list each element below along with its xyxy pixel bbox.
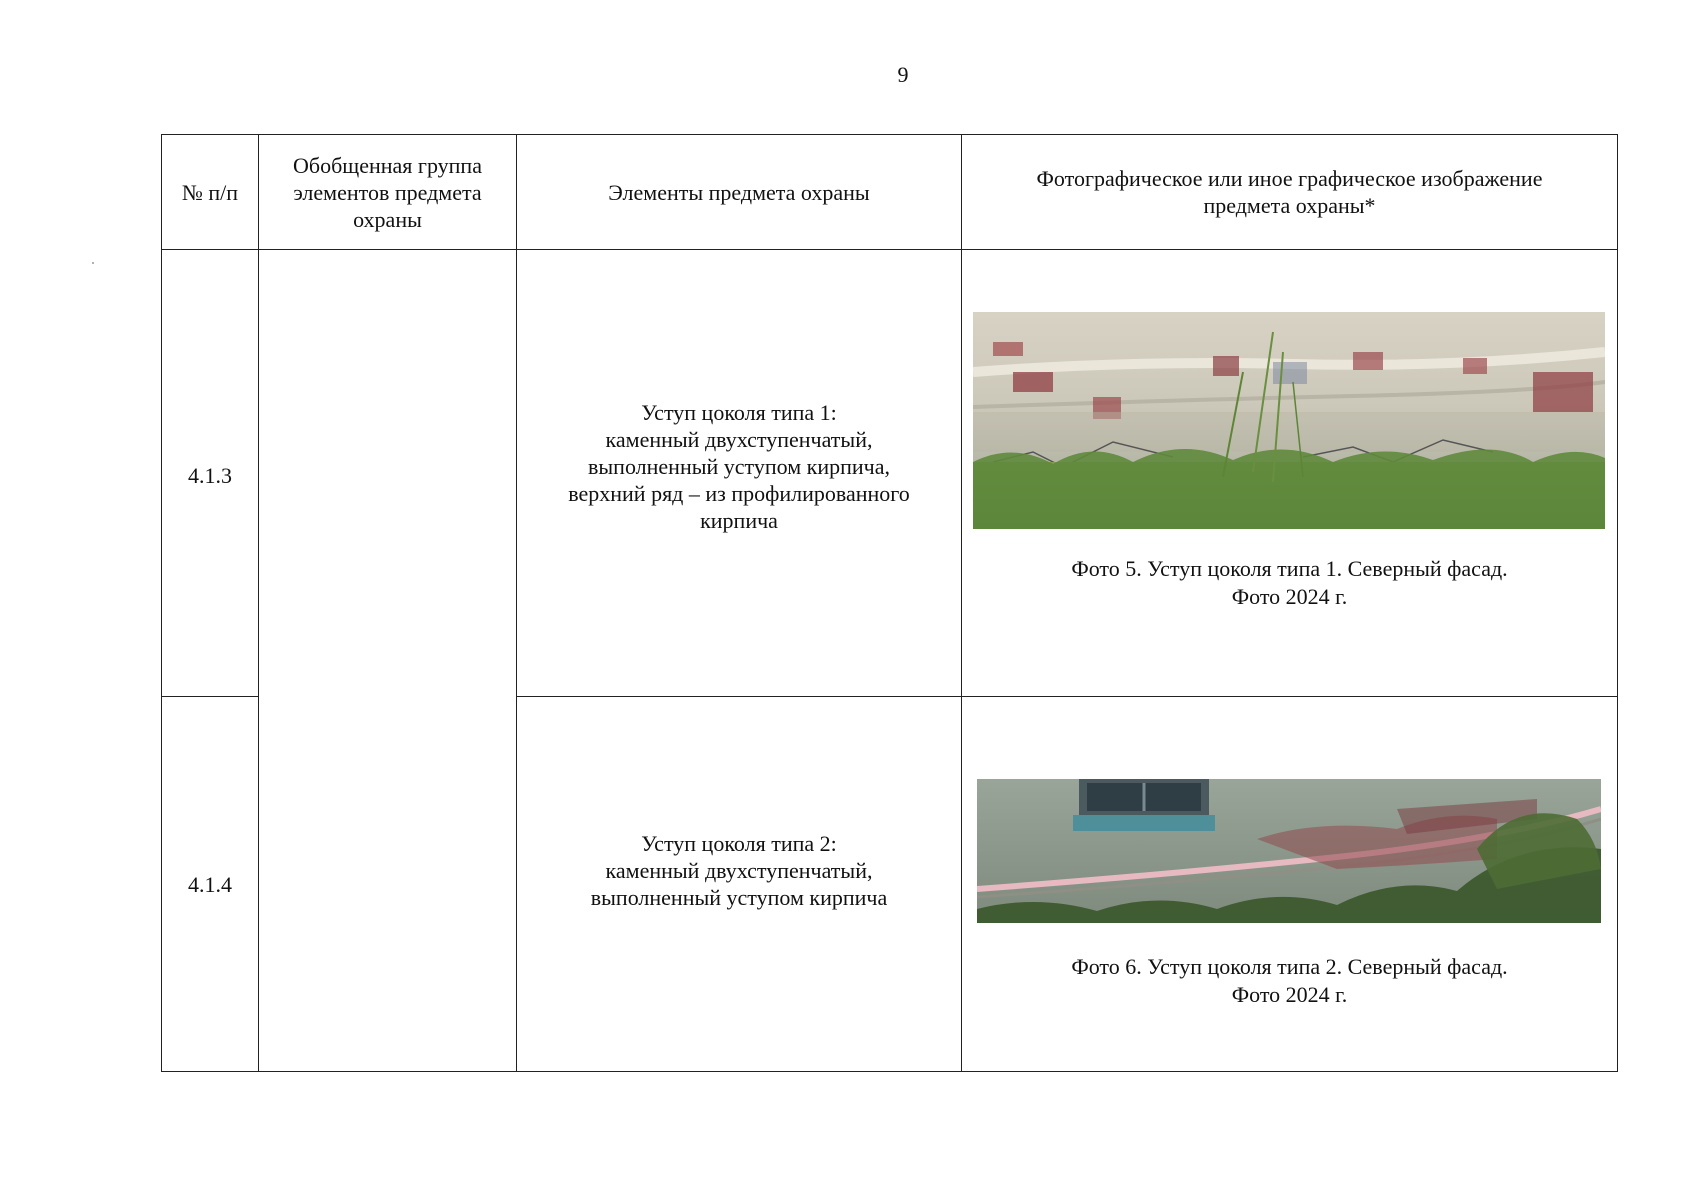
scan-speck <box>92 262 94 264</box>
element-description: Уступ цоколя типа 2: каменный двухступенчатый, выполненный уступом кирпича <box>517 697 962 1072</box>
photo-cell <box>962 697 1618 1072</box>
row-number: 4.1.3 <box>162 250 259 697</box>
header-elements: Элементы предмета охраны <box>517 135 962 250</box>
photo-cell <box>962 250 1618 697</box>
row-number: 4.1.4 <box>162 697 259 1072</box>
protection-elements-table <box>161 134 1618 1072</box>
header-number: № п/п <box>162 135 259 250</box>
table-header-row <box>162 135 1618 250</box>
table-row <box>162 250 1618 697</box>
photo-caption-year: Фото 2024 г. <box>1231 584 1348 609</box>
group-cell <box>259 250 517 1072</box>
photo-plinth-type-1 <box>973 312 1605 529</box>
header-image: Фотографическое или иное графическое изображение предмета охраны* <box>962 135 1618 250</box>
header-group: Обобщенная группа элементов предмета охраны <box>259 135 517 250</box>
page-number: 9 <box>897 62 909 87</box>
element-description: Уступ цоколя типа 1: каменный двухступенчатый, выполненный уступом кирпича, верхний ряд – из профилированного кирпича <box>517 250 962 697</box>
photo-caption: Фото 5. Уступ цоколя типа 1. Северный фасад. <box>1071 556 1508 581</box>
photo-caption-year: Фото 2024 г. <box>1231 982 1348 1007</box>
photo-caption: Фото 6. Уступ цоколя типа 2. Северный фасад. <box>1071 954 1508 979</box>
photo-plinth-type-2 <box>977 779 1601 923</box>
